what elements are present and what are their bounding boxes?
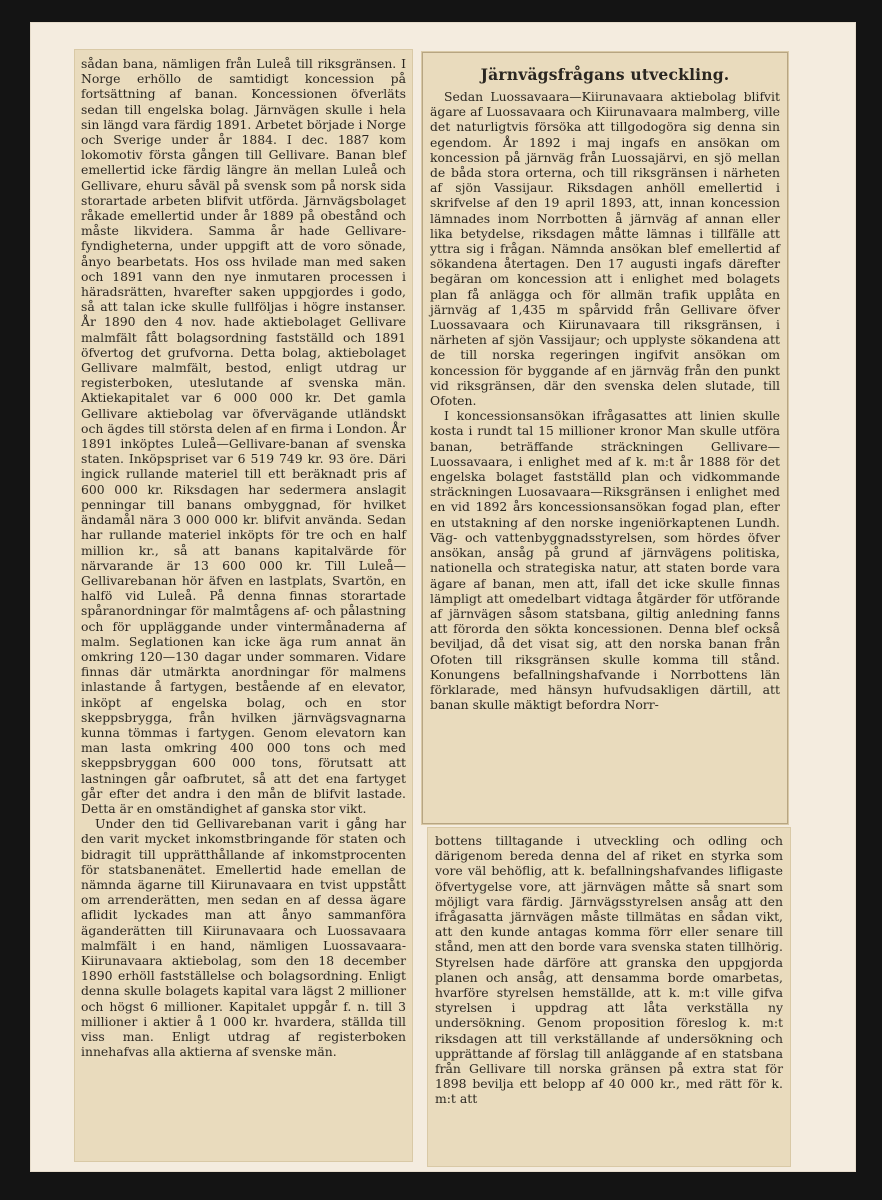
article-paragraph: Sedan Luossavaara—Kiirunavaara aktiebolag blifvit ägare af Luossavaara och Kiirunavaara malmberg, ville det naturligtvis försöka att tillgodogöra sig denna sin egendom. År 1892 i maj ingafs en ansökan om koncession på järnväg från Luossajärvi, en sjö mellan de båda stora orterna, och till riksgränsen i närheten af sjön Vassijaur. Riksdagen anhöll emellertid i skrifvelse af den 19 april 1893, att, innan koncession lämnades inom Norrbotten å järnväg af annan eller lika betydelse, riksdagen måtte lämnas i tillfälle att yttra sig i frågan. Nämnda ansökan blef emellertid af sökandena återtagen. Den 17 augusti ingafs därefter begäran om koncession att i enlighet med bolagets plan få anlägga och för allmän trafik upplåta en järnväg af 1,435 m spårvidd från Gellivare öfver Luossavaara och Kiirunavaara till riksgränsen, i närheten af sjön Vassijaur; och upplyste sökandena att de till norska regeringen ingifvit ansökan om koncession för byggande af en järnväg från den punkt vid riksgränsen, där den svenska delen slutade, till Ofoten. [430, 89, 780, 409]
newspaper-clipping-left-column [75, 50, 412, 1161]
article-paragraph: I koncessionsansökan ifrågasattes att linien skulle kosta i rundt tal 15 millioner kronor Man skulle utföra banan, beträffande sträckningen Gellivare—Luossavaara, i enlighet med af k. m:t år 1888 för det engelska bolaget fastställd plan och vidkommande sträckningen Luosavaara—Riksgränsen i enlighet med en vid 1892 års koncessionsansökan fogad plan, efter en utstakning af den norske ingeniörkaptenen Lundh. Väg- och vattenbyggnadsstyrelsen, som hördes öfver ansökan, ansåg på grund af järnvägens politiska, nationella och strategiska natur, att staten borde vara ägare af banan, men att, ifall det icke skulle finnas lämpligt att omedelbart vidtaga åtgärder för utförande af järnvägen såsom statsbana, giltig anledning fanns att förorda den sökta koncessionen. Denna blef också beviljad, då det visat sig, att den norska banan från Ofoten till riksgränsen skulle komma till stånd. Konungens befallningshafvande i Norrbottens län förklarade, med hänsyn hufvudsakligen därtill, att banan skulle mäktigt befordra Norr- [430, 408, 780, 713]
newspaper-clipping-right-column [422, 52, 788, 824]
article-paragraph: bottens tilltagande i utveckling och odling och därigenom bereda denna del af riket en styrka som vore väl behöflig, att k. befallningshafvandes lifligaste öfvertygelse vore, att järnvägen måtte så snart som möjligt vara färdig. Järnvägsstyrelsen ansåg att den ifrågasatta järnvägen måste tillmätas en sådan vikt, att den kunde antagas komma förr eller senare till stånd, men att den borde vara svenska staten tillhörig. Styrelsen hade därföre att granska den uppgjorda planen och ansåg, att densamma borde omarbetas, hvarföre styrelsen hemställde, att k. m:t ville gifva styrelsen i uppdrag att låta verkställa ny undersökning. Genom proposition föreslog k. m:t riksdagen att till verkställande af undersökning och upprättande af förslag till anläggande af en statsbana från Gellivare till norska gränsen på extra stat för 1898 bevilja ett belopp af 40 000 kr., med rätt för k. m:t att [435, 833, 783, 1107]
article-paragraph: sådan bana, nämligen från Luleå till riksgränsen. I Norge erhöllo de samtidigt koncession på fortsättning af banan. Koncessionen öfverläts sedan till engelska bolag. Järnvägen skulle i hela sin längd vara färdig 1891. Arbetet började i Norge och Sverige under år 1884. I dec. 1887 kom lokomotiv första gången till Gellivare. Banan blef emellertid icke färdig längre än mellan Luleå och Gellivare, ehuru såväl på svensk som på norsk sida storartade arbeten blifvit utförda. Järnvägsbolaget råkade emellertid under år 1889 på obestånd och måste likvidera. Samma år hade Gellivare-fyndigheterna, under uppgift att de voro sönade, ånyo bearbetats. Hos oss hvilade man med saken och 1891 vann den nye inmutaren processen i häradsrätten, hvarefter saken uppgjordes i godo, så att talan icke skulle fullföljas i högre instanser. År 1890 den 4 nov. hade aktiebolaget Gellivare malmfält fått bolagsordning fastställd och 1891 öfvertog det grufvorna. Detta bolag, aktiebolaget Gellivare malmfält, bestod, enligt utdrag ur registerboken, uteslutande af svenska män. Aktiekapitalet var 6 000 000 kr. Det gamla Gellivare aktiebolag var öfvervägande utländskt och ägdes till största delen af en firma i London. År 1891 inköptes Luleå—Gellivare-banan af svenska staten. Inköpspriset var 6 519 749 kr. 93 öre. Däri ingick rullande materiel till ett beräknadt pris af 600 000 kr. Riksdagen har sedermera anslagit penningar till banans ombyggnad, för hvilket ändamål nära 3 000 000 kr. blifvit använda. Sedan har rullande materiel inköpts för tre och en half million kr., så att banans kapitalvärde för närvarande är 13 600 000 kr. Till Luleå—Gellivarebanan hör äfven en lastplats, Svartön, en halfö vid Luleå. På denna finnas storartade spåranordningar för malmtågens af- och pålastning och för uppläggande under vintermånaderna af malm. Seglationen kan icke äga rum annat än omkring 120—130 dagar under sommaren. Vidare finnas där utmärkta anordningar för malmens inlastande å fartygen, bestående af en elevator, inköpt af engelska bolag, och en stor skeppsbrygga, från hvilken järnvägsvagnarna kunna tömmas i fartygen. Genom elevatorn kan man lasta omkring 400 000 tons och med skeppsbryggan 600 000 tons, förutsatt att lastningen går oafbrutet, så att det ena fartyget går efter det andra i den mån de blifvit lastade. Detta är en omständighet af ganska stor vikt. [81, 56, 406, 816]
newspaper-clipping-continuation [428, 828, 790, 1166]
scrapbook-page [30, 22, 856, 1172]
article-headline: Järnvägsfrågans utveckling. [480, 65, 730, 84]
article-paragraph: Under den tid Gellivarebanan varit i gång har den varit mycket inkomstbringande för staten och bidragit till upprätthållande af inkomstprocenten för statsbanenätet. Emellertid hade emellan de nämnda ägarne till Kiirunavaara en tvist uppstått om arrenderätten, men sedan en af dessa ägare aflidit lyckades man att ånyo sammanföra äganderätten till Kiirunavaara och Luossavaara malmfält i en hand, nämligen Luossavaara-Kiirunavaara aktiebolag, som den 18 december 1890 erhöll fastställelse och bolagsordning. Enligt denna skulle bolagets kapital vara lägst 2 millioner och högst 6 millioner. Kapitalet uppgår f. n. till 3 millioner i aktier å 1 000 kr. hvardera, ställda till viss man. Enligt utdrag af registerboken innehafvas alla aktierna af svenske män. [81, 816, 406, 1060]
